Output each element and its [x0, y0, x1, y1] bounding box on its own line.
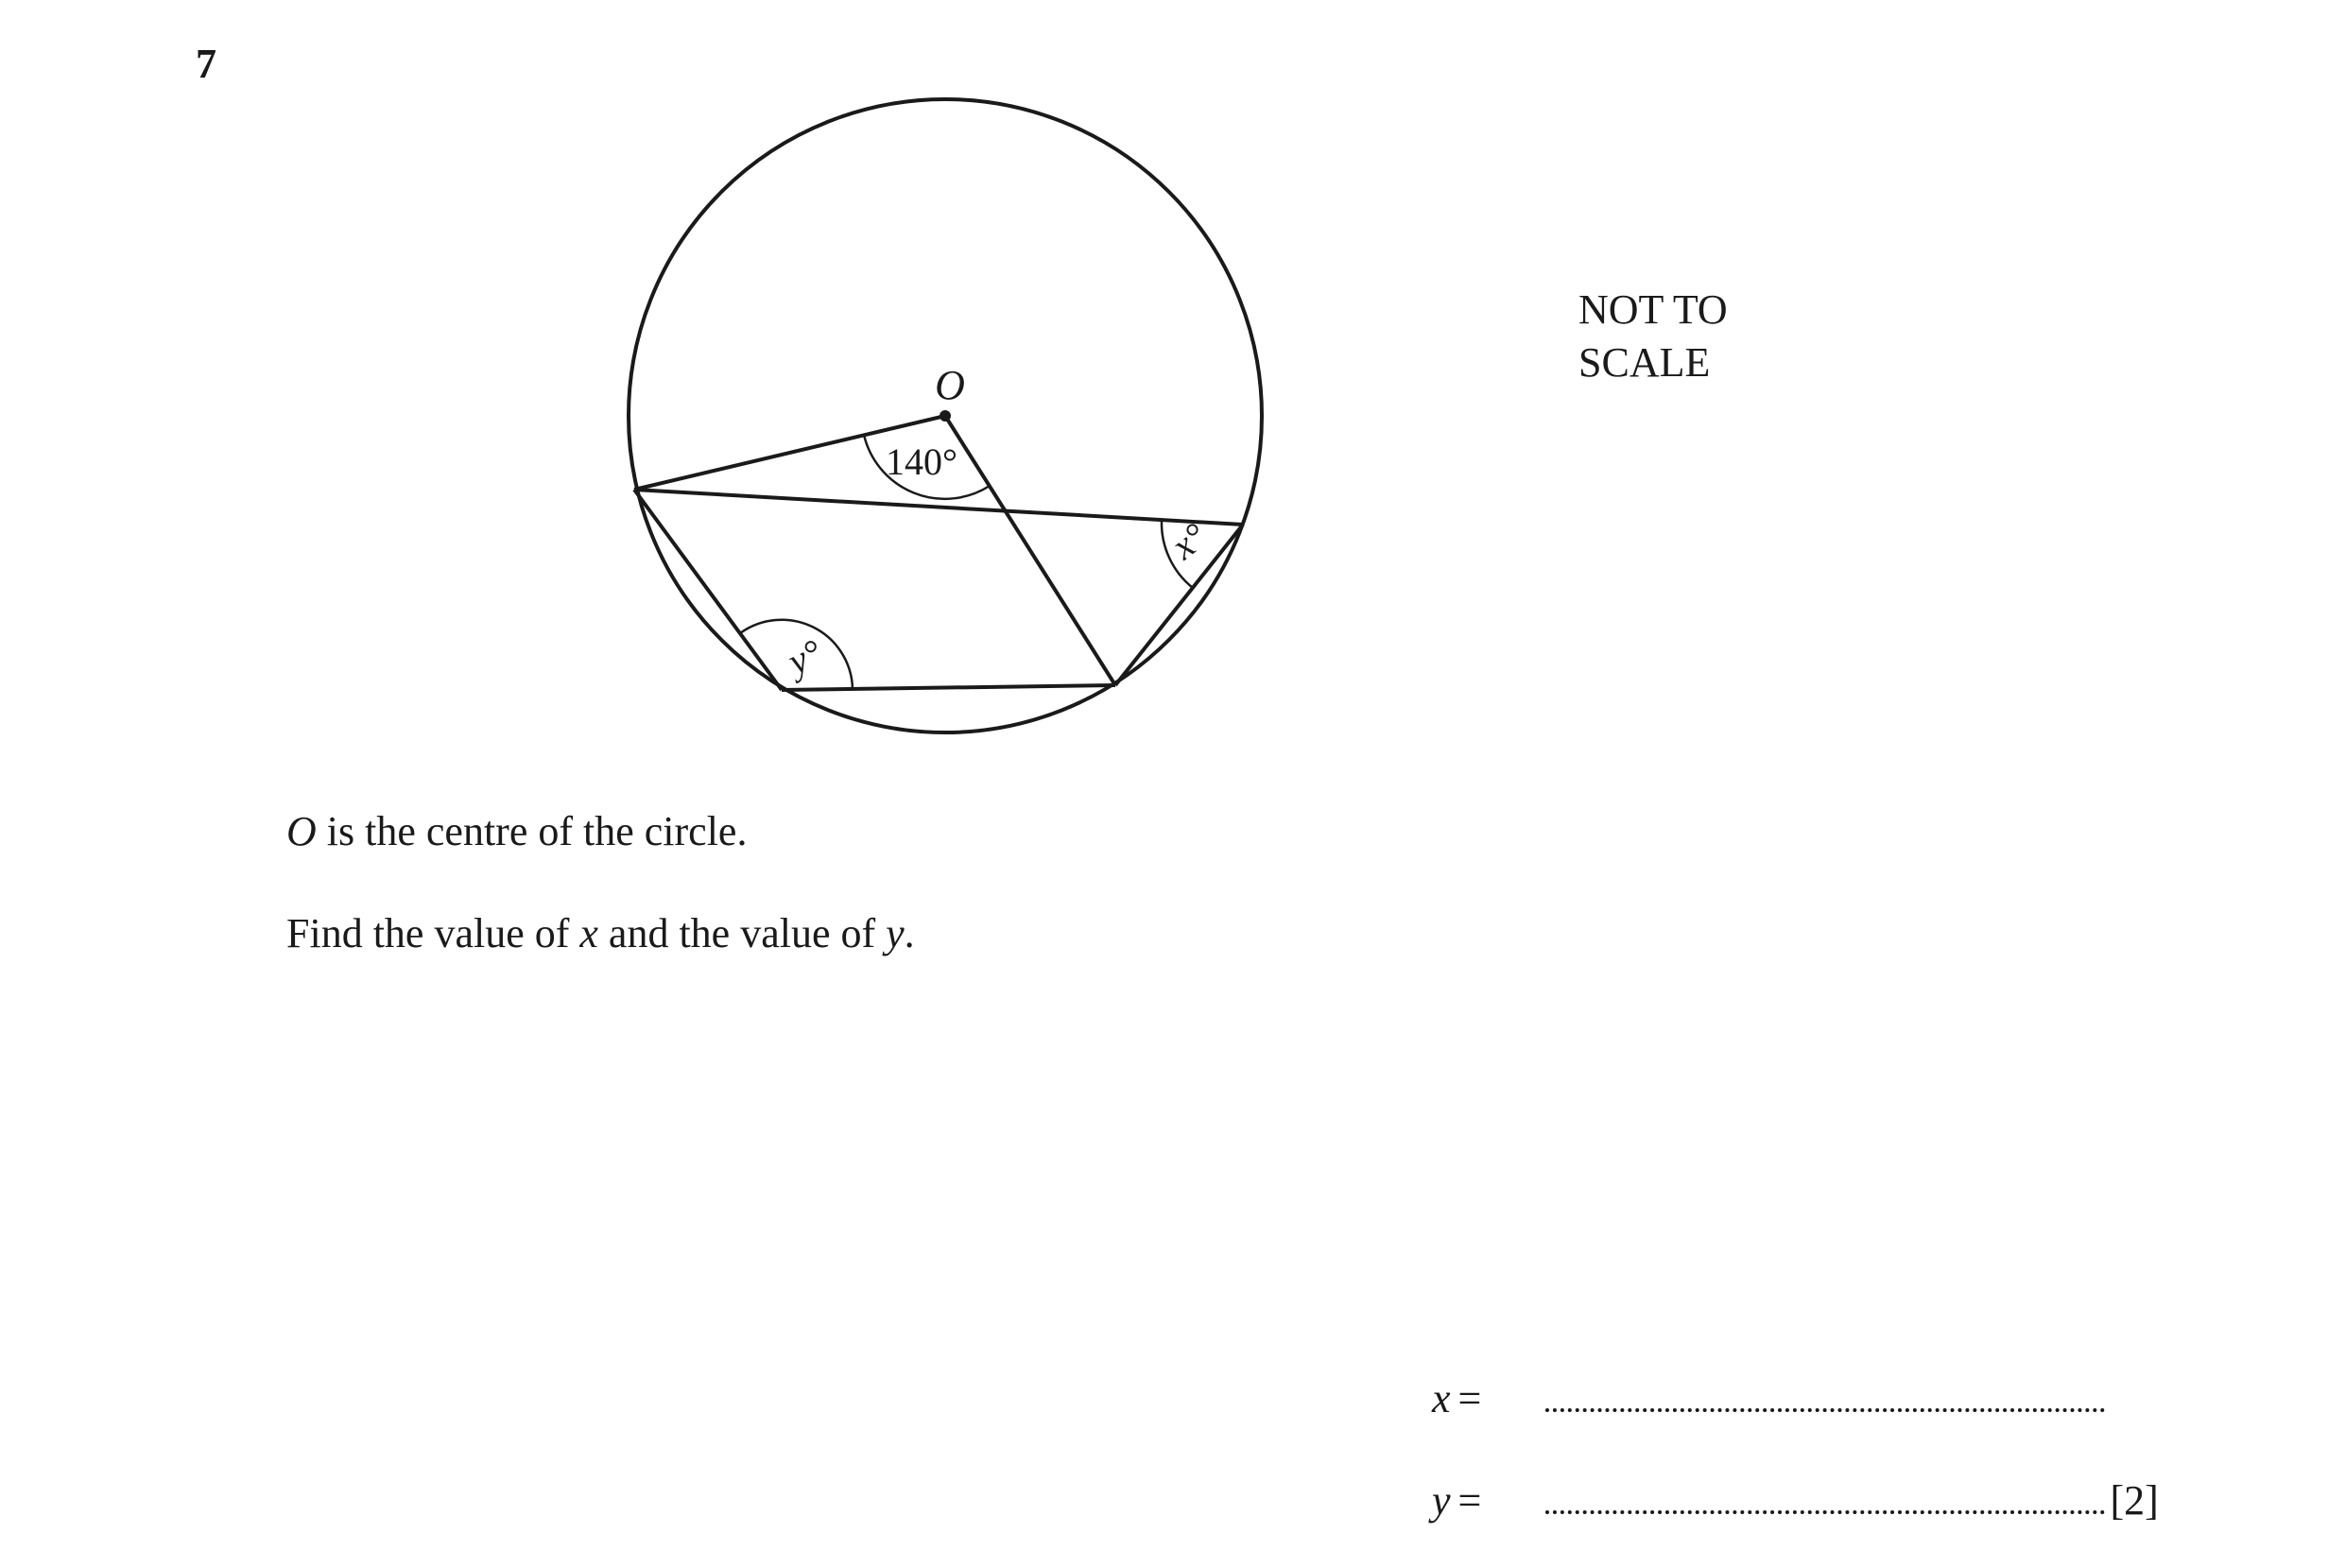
angle-x-label: x°	[1163, 514, 1215, 568]
instruction-var-y: y	[886, 910, 905, 956]
centre-point	[940, 410, 951, 422]
chord-left-to-right	[634, 490, 1243, 525]
answer-row-x	[1432, 1375, 2105, 1422]
angle-centre-label: 140°	[886, 440, 957, 483]
instruction-part2: and the value of	[597, 910, 887, 956]
centre-label: O	[935, 362, 965, 408]
centre-statement	[286, 808, 748, 854]
answer-y-equals: =	[1457, 1477, 1482, 1524]
answer-y-label: y	[1432, 1477, 1451, 1524]
radius-to-bottom-right-point	[945, 416, 1115, 685]
answer-x-label: x	[1432, 1375, 1451, 1422]
instruction-var-x: x	[579, 910, 598, 956]
centre-statement-text: is the centre of the circle.	[316, 808, 748, 854]
centre-variable: O	[286, 808, 317, 854]
instruction-end: .	[904, 910, 915, 956]
not-to-scale-note	[1578, 284, 1728, 389]
question-instruction	[286, 910, 915, 956]
question-number: 7	[196, 41, 216, 87]
not-to-scale-line2: SCALE	[1578, 339, 1711, 386]
chord-bottom	[782, 685, 1115, 690]
instruction-part1: Find the value of	[286, 910, 580, 956]
answer-x-field[interactable]	[1545, 1382, 2105, 1412]
answer-x-equals: =	[1457, 1375, 1482, 1422]
chord-left-to-bottom	[634, 490, 782, 690]
not-to-scale-line1: NOT TO	[1578, 286, 1728, 333]
answer-row-y	[1432, 1477, 2159, 1524]
marks-label: [2]	[2110, 1477, 2159, 1524]
angle-y-label: y°	[781, 630, 829, 683]
answer-y-field[interactable]	[1545, 1484, 2105, 1514]
